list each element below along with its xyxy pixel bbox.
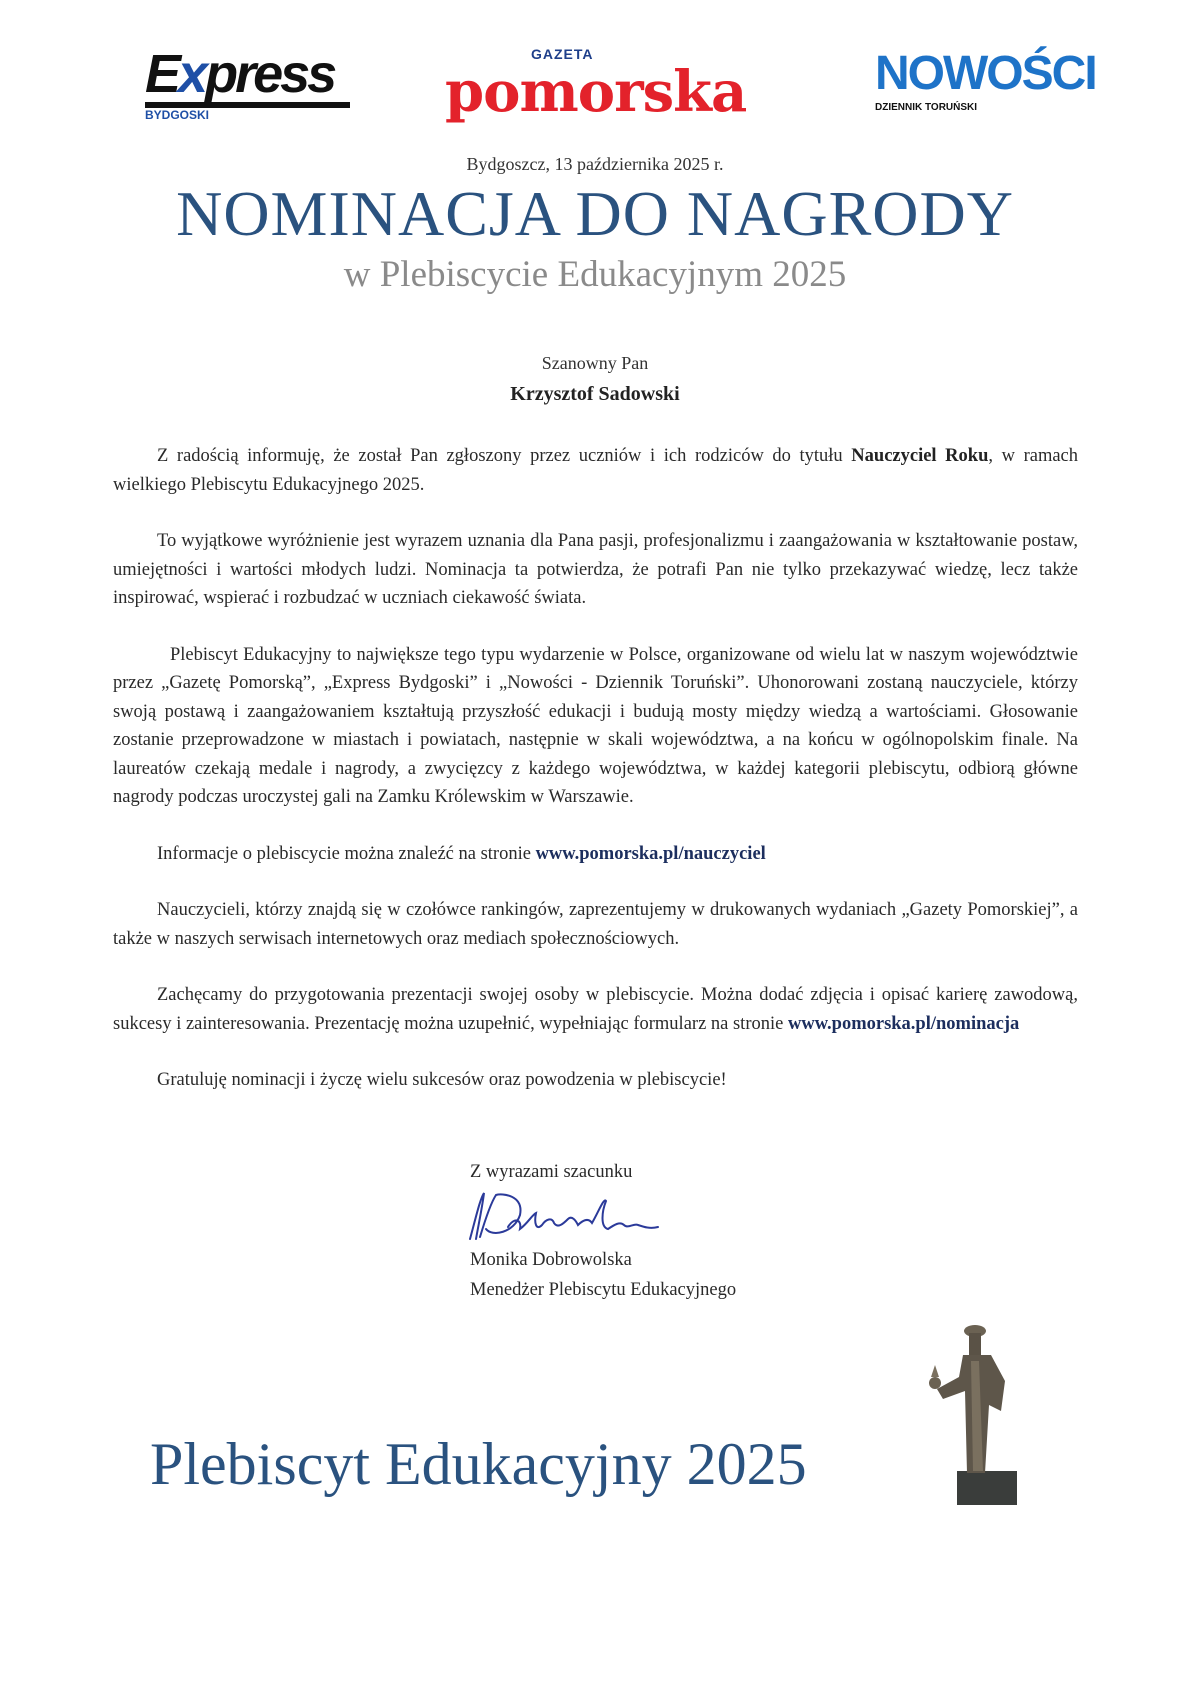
nowosci-logo — [875, 46, 1096, 122]
p7-text: Gratuluję nominacji i życzę wielu sukcesów oraz powodzenia w plebiscycie! — [157, 1070, 727, 1090]
paragraph-5 — [113, 896, 1078, 953]
express-letter-e: E — [145, 44, 179, 104]
paragraph-4 — [113, 840, 1078, 869]
p4-text: Informacje o plebiscycie można znaleźć na stronie — [157, 843, 536, 864]
express-city-label: BYDGOSKI — [145, 108, 210, 122]
signer-role: Menedżer Plebiscytu Edukacyjnego — [470, 1279, 737, 1300]
header-logos — [145, 44, 1096, 126]
nauczyciel-link[interactable]: www.pomorska.pl/nauczyciel — [535, 843, 766, 864]
p2-text: To wyjątkowe wyróżnienie jest wyrazem uznania dla Pana pasji, profesjonalizmu i zaangażowania w kształtowanie postaw, umiejętności i wartości młodych ludzi. Nominacja ta potwierdza, że potrafi Pan nie tylko przekazywać wiedzę, lecz także inspirować, wspierać i rozbudzać w uczniach ciekawość świata. — [113, 531, 1078, 608]
express-word-rest: press — [205, 44, 335, 104]
p3-text: Plebiscyt Edukacyjny to największe tego typu wydarzenie w Polsce, organizowane od wielu lat w naszym województwie przez „Gazetę Pomorską”, „Express Bydgoski” i „Nowości - Dziennik Toruński”. Uhonorowani zostaną nauczyciele, którzy swoją postawą i zaangażowaniem kształtują przyszłość edukacji i budują mosty między wiedzą a wartościami. Głosowanie zostanie przeprowadzone w miastach i powiatach, następnie w skali województwa, a na końcu w ogólnopolskim finale. Na laureatów czekają medale i nagrody, a zwycięzcy z każdego województwa, w każdej kategorii plebiscytu, odbiorą główne nagrody podczas uroczystej gali na Zamku Królewskim w Warszawie. — [113, 644, 1078, 807]
p1-text-b: , w ramach wielkiego Plebiscytu Edukacyjnego 2025. — [113, 446, 1079, 495]
paragraph-6 — [113, 981, 1078, 1038]
page-title: NOMINACJA DO NAGRODY — [176, 178, 1014, 249]
p1-line — [113, 442, 1078, 499]
nowosci-subtitle: DZIENNIK TORUŃSKI — [875, 102, 978, 113]
recipient-name: Krzysztof Sadowski — [510, 383, 680, 405]
award-title: Nauczyciel Roku — [851, 446, 989, 466]
nowosci-wordmark: NOWOŚCI — [875, 47, 1096, 100]
express-letter-x: x — [178, 44, 206, 104]
express-wordmark — [145, 46, 350, 108]
gazeta-pomorska-logo — [445, 46, 805, 126]
letter-date: Bydgoszcz, 13 października 2025 r. — [466, 154, 724, 174]
gazeta-label: GAZETA — [531, 46, 594, 62]
p5-text: Nauczycieli, którzy znajdą się w czołówce rankingów, zaprezentujemy w drukowanych wydaniach „Gazety Pomorskiej”, a także w naszych serwisach internetowych oraz mediach społecznościowych. — [113, 900, 1078, 949]
pomorska-wordmark: pomorska — [445, 59, 747, 125]
footer — [0, 1311, 1190, 1511]
p4-line — [113, 840, 1078, 869]
signature-icon — [462, 1187, 702, 1245]
paragraph-1 — [113, 442, 1078, 499]
closing-phrase: Z wyrazami szacunku — [470, 1161, 633, 1182]
paragraph-3 — [113, 641, 1078, 812]
salutation: Szanowny Pan — [541, 353, 649, 373]
p6-text: Zachęcamy do przygotowania prezentacji swojej osoby w plebiscycie. Można dodać zdjęcia i opisać karierę zawodową, sukcesy i zainteresowania. Prezentację można uzupełnić, wypełniając formularz na stronie — [113, 985, 1078, 1034]
paragraph-2 — [113, 527, 1078, 613]
page-subtitle: w Plebiscycie Edukacyjnym 2025 — [343, 254, 847, 295]
p1-text-a: Z radością informuję, że został Pan zgłoszony przez uczniów i ich rodziców do tytułu — [157, 446, 852, 466]
nominacja-link[interactable]: www.pomorska.pl/nominacja — [787, 1013, 1020, 1034]
paragraph-7 — [113, 1066, 1078, 1095]
express-bydgoski-logo — [145, 46, 375, 122]
signature-block — [470, 1157, 890, 1305]
p6-line — [113, 981, 1078, 1038]
footer-title: Plebiscyt Edukacyjny 2025 — [150, 1430, 807, 1497]
signer-name: Monika Dobrowolska — [470, 1249, 632, 1270]
teacher-statuette-icon — [905, 1321, 1020, 1506]
